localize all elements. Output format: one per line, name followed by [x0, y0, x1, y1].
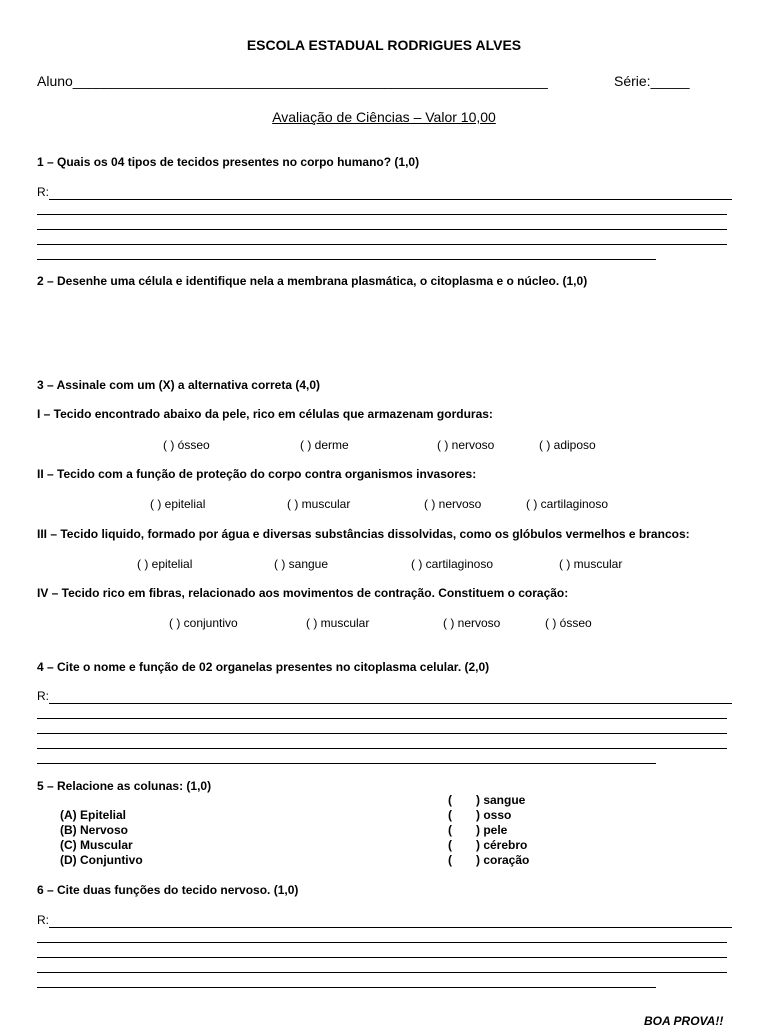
- answer-label-6: R:: [37, 913, 49, 927]
- checkbox-option[interactable]: ( ) muscular: [559, 557, 623, 571]
- answer-line[interactable]: [37, 987, 656, 988]
- answer-line[interactable]: [37, 259, 656, 260]
- question-3-item-1: I – Tecido encontrado abaixo da pele, rico em células que armazenam gorduras:: [37, 407, 493, 421]
- grade-field[interactable]: Série:_____: [614, 73, 690, 89]
- checkbox-option[interactable]: ( ) adiposo: [539, 438, 596, 452]
- answer-label-1: R:: [37, 185, 49, 199]
- checkbox-option[interactable]: ( ) nervoso: [424, 497, 482, 511]
- answer-label-4: R:: [37, 689, 49, 703]
- checkbox-option[interactable]: ( ) cartilaginoso: [526, 497, 609, 511]
- match-item[interactable]: [448, 823, 529, 838]
- answer-line[interactable]: [49, 199, 732, 200]
- match-paren: (: [448, 838, 452, 852]
- match-label: ) sangue: [476, 793, 526, 807]
- left-column: [60, 808, 143, 868]
- answer-line[interactable]: [37, 244, 727, 245]
- answer-line[interactable]: [37, 763, 656, 764]
- match-label: ) cérebro: [476, 838, 528, 852]
- checkbox-option[interactable]: ( ) derme: [300, 438, 349, 452]
- question-3-item-4: IV – Tecido rico em fibras, relacionado aos movimentos de contração. Constituem o coração:: [37, 586, 569, 600]
- answer-line[interactable]: [37, 972, 727, 973]
- match-paren: (: [448, 808, 452, 822]
- left-column-item: (B) Nervoso: [60, 823, 129, 837]
- question-3-item-3: III – Tecido liquido, formado por água e diversas substâncias dissolvidas, como os glóbulos vermelhos e brancos:: [37, 527, 690, 541]
- checkbox-option[interactable]: ( ) muscular: [287, 497, 351, 511]
- checkbox-option[interactable]: ( ) cartilaginoso: [411, 557, 494, 571]
- question-3: 3 – Assinale com um (X) a alternativa correta (4,0): [37, 378, 321, 392]
- checkbox-option[interactable]: ( ) conjuntivo: [169, 616, 238, 630]
- match-label: ) osso: [476, 808, 512, 822]
- exam-subtitle-text: Avaliação de Ciências – Valor 10,00: [272, 109, 496, 125]
- match-item[interactable]: [448, 808, 529, 823]
- checkbox-option[interactable]: ( ) ósseo: [163, 438, 210, 452]
- answer-line[interactable]: [37, 942, 727, 943]
- closing-message: BOA PROVA!!: [644, 1014, 724, 1028]
- match-item[interactable]: [448, 838, 529, 853]
- left-column-item: (A) Epitelial: [60, 808, 127, 822]
- right-column: [448, 793, 529, 868]
- checkbox-option[interactable]: ( ) sangue: [274, 557, 329, 571]
- match-label: ) coração: [476, 853, 530, 867]
- student-name-field[interactable]: Aluno_____________________________________________________________: [37, 73, 548, 89]
- question-1: 1 – Quais os 04 tipos de tecidos presentes no corpo humano? (1,0): [37, 155, 420, 169]
- school-title: ESCOLA ESTADUAL RODRIGUES ALVES: [246, 37, 522, 53]
- answer-line[interactable]: [37, 214, 727, 215]
- checkbox-option[interactable]: ( ) nervoso: [437, 438, 495, 452]
- answer-line[interactable]: [37, 748, 727, 749]
- checkbox-option[interactable]: ( ) epitelial: [150, 497, 206, 511]
- checkbox-option[interactable]: ( ) nervoso: [443, 616, 501, 630]
- left-column-item: (C) Muscular: [60, 838, 133, 852]
- question-6: 6 – Cite duas funções do tecido nervoso. (1,0): [37, 883, 299, 897]
- question-2: 2 – Desenhe uma célula e identifique nela a membrana plasmática, o citoplasma e o núcleo. (1,0): [37, 274, 588, 288]
- match-item[interactable]: [448, 853, 529, 868]
- checkbox-option[interactable]: ( ) muscular: [306, 616, 370, 630]
- match-paren: (: [448, 823, 452, 837]
- left-column-item: (D) Conjuntivo: [60, 853, 143, 867]
- checkbox-option[interactable]: ( ) epitelial: [137, 557, 193, 571]
- checkbox-option[interactable]: ( ) ósseo: [545, 616, 592, 630]
- question-4: 4 – Cite o nome e função de 02 organelas presentes no citoplasma celular. (2,0): [37, 660, 490, 674]
- match-paren: (: [448, 793, 452, 807]
- match-item[interactable]: [448, 793, 529, 808]
- match-paren: (: [448, 853, 452, 867]
- question-5: 5 – Relacione as colunas: (1,0): [37, 779, 212, 793]
- answer-line[interactable]: [37, 733, 727, 734]
- answer-line[interactable]: [49, 927, 732, 928]
- answer-line[interactable]: [37, 229, 727, 230]
- answer-line[interactable]: [37, 718, 727, 719]
- exam-subtitle: [0, 109, 768, 125]
- answer-line[interactable]: [49, 703, 732, 704]
- answer-line[interactable]: [37, 957, 727, 958]
- question-3-item-2: II – Tecido com a função de proteção do corpo contra organismos invasores:: [37, 467, 477, 481]
- match-label: ) pele: [476, 823, 508, 837]
